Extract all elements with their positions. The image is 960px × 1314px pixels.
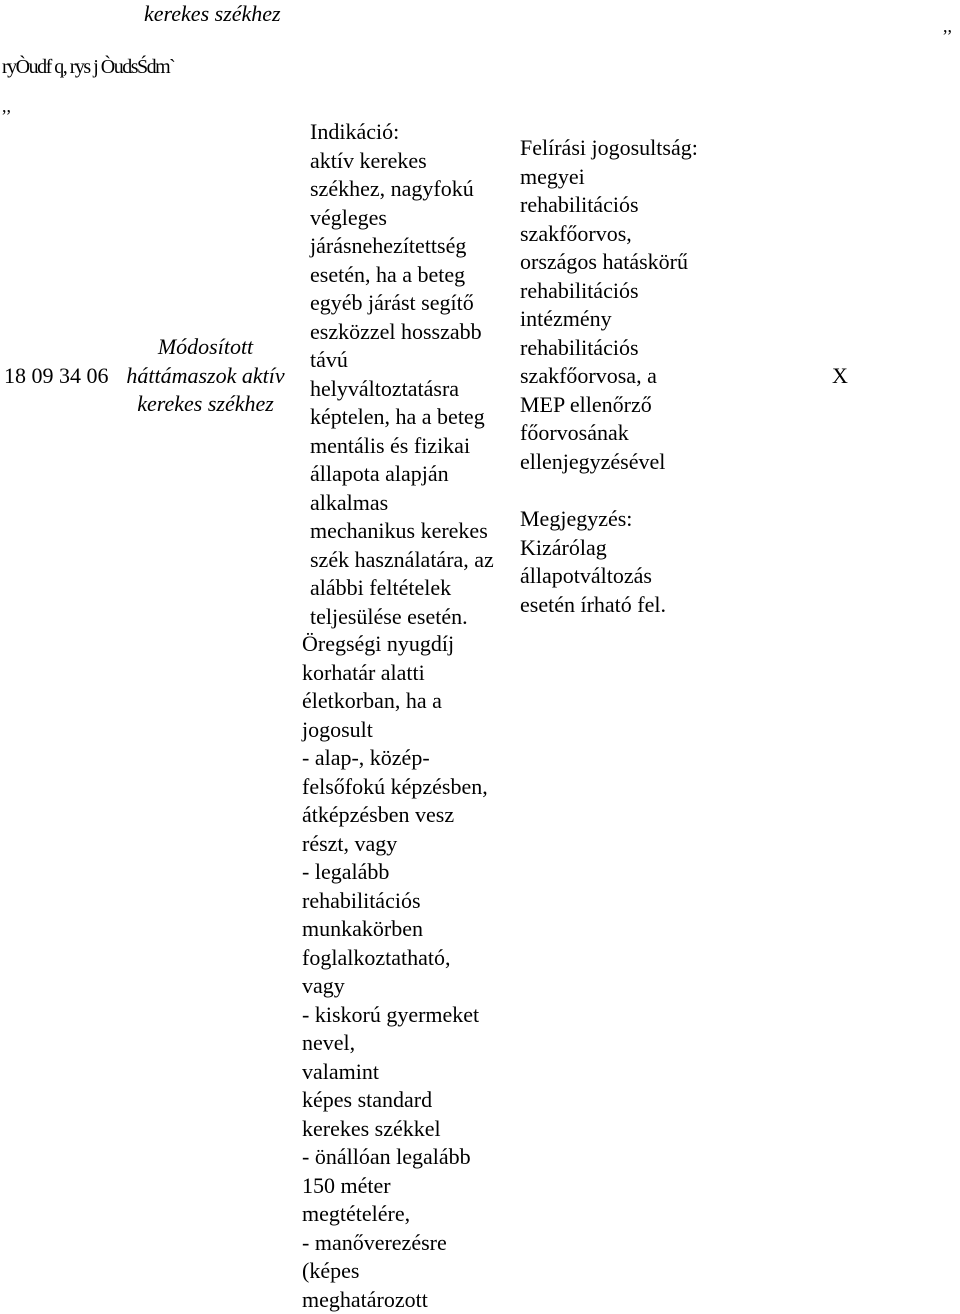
indication-line: székhez, nagyfokú: [310, 176, 474, 201]
prescription-line: MEP ellenőrző: [520, 391, 652, 417]
oldage-line: meghatározott: [302, 1286, 428, 1312]
oldage-line: - legalább: [302, 859, 390, 884]
oldage-line: - önállóan legalább: [302, 1144, 471, 1169]
oldage-line: kerekes székkel: [302, 1115, 441, 1141]
indication-line: távú: [310, 347, 348, 372]
header-italic-text: kerekes székhez: [144, 1, 281, 26]
indication-line: szék használatára, az: [310, 546, 494, 572]
oldage-line: rehabilitációs: [302, 887, 421, 913]
prescription-line: országos hatáskörű: [520, 249, 689, 274]
note-line: Kizárólag: [520, 534, 607, 560]
indication-line: mentális és fizikai: [310, 432, 471, 458]
product-name-line: Módosított: [157, 334, 254, 359]
indication-line: képtelen, ha a beteg: [310, 404, 485, 429]
prescription-authority-text: [520, 134, 698, 476]
indication-line: Indikáció:: [310, 119, 400, 144]
oldage-line: foglalkoztatható,: [302, 944, 451, 970]
note-line: Megjegyzés:: [520, 506, 633, 531]
prescription-line: ellenjegyzésével: [520, 448, 666, 474]
prescription-line: intézmény: [520, 306, 612, 331]
oldage-line: 150 méter: [302, 1172, 391, 1198]
indication-line: alkalmas: [310, 489, 389, 515]
oldage-line: korhatár alatti: [302, 659, 425, 685]
quote-top-right: ,,: [943, 16, 952, 36]
indication-line: végleges: [310, 204, 387, 230]
indication-line: járásnehezítettség: [310, 233, 467, 258]
indication-line: egyéb járást segítő: [310, 290, 474, 315]
oldage-line: valamint: [302, 1058, 379, 1084]
product-name: [118, 333, 293, 419]
indication-line: teljesülése esetén.: [310, 603, 468, 629]
indication-line: alábbi feltételek: [310, 575, 452, 600]
oldage-line: életkorban, ha a: [302, 688, 442, 713]
indication-text: [310, 118, 494, 631]
prescription-line: szakfőorvosa, a: [520, 363, 657, 388]
product-name-line: kerekes székhez: [137, 391, 274, 416]
oldage-conditions-text: [302, 630, 488, 1314]
oldage-line: vagy: [302, 973, 345, 998]
indication-line: mechanikus kerekes: [310, 518, 488, 543]
indication-line: állapota alapján: [310, 461, 449, 486]
oldage-line: felsőfokú képzésben,: [302, 773, 488, 799]
product-code: 18 09 34 06: [4, 363, 109, 388]
note-text: [520, 505, 666, 619]
prescription-line: megyei: [520, 163, 585, 189]
mark-x: X: [832, 363, 848, 388]
indication-line: helyváltoztatásra: [310, 375, 460, 401]
oldage-line: jogosult: [302, 716, 373, 742]
note-line: állapotváltozás: [520, 563, 652, 588]
indication-line: eszközzel hosszabb: [310, 318, 482, 344]
indication-line: esetén, ha a beteg: [310, 261, 466, 287]
oldage-line: munkakörben: [302, 916, 423, 941]
oldage-line: nevel,: [302, 1030, 356, 1055]
note-line: esetén írható fel.: [520, 591, 666, 617]
oldage-line: képes standard: [302, 1087, 433, 1112]
oldage-line: (képes: [302, 1258, 360, 1283]
indication-line: aktív kerekes: [310, 147, 427, 173]
prescription-line: rehabilitációs: [520, 192, 639, 217]
prescription-line: főorvosának: [520, 420, 629, 445]
garbled-header-line: ryÒudf q, rys j ÒudsŚdm`: [2, 56, 175, 78]
oldage-line: - kiskorú gyermeket: [302, 1001, 480, 1027]
prescription-line: rehabilitációs: [520, 277, 639, 303]
oldage-line: részt, vagy: [302, 830, 398, 856]
oldage-line: - alap-, közép-: [302, 745, 430, 770]
oldage-line: átképzésben vesz: [302, 802, 455, 827]
prescription-line: Felírási jogosultság:: [520, 135, 698, 160]
prescription-line: szakfőorvos,: [520, 220, 632, 246]
quote-left: ,,: [2, 96, 11, 116]
oldage-line: - manőverezésre: [302, 1229, 447, 1255]
oldage-line: Öregségi nyugdíj: [302, 631, 455, 656]
prescription-line: rehabilitációs: [520, 334, 639, 360]
product-name-line: háttámaszok aktív: [126, 362, 285, 388]
oldage-line: megtételére,: [302, 1201, 411, 1226]
